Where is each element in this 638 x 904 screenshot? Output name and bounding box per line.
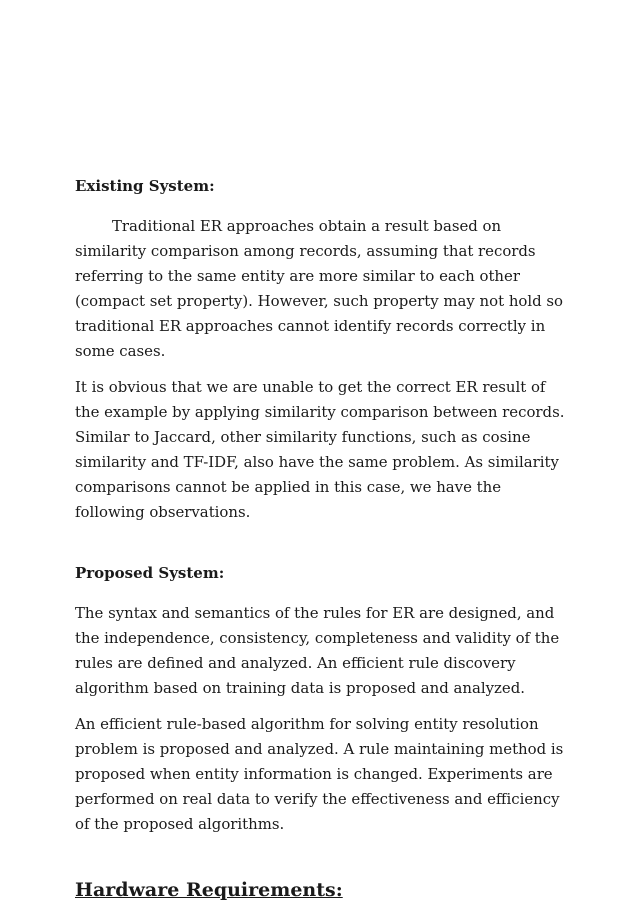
proposed-system-heading: Proposed System: xyxy=(75,564,225,582)
document-body xyxy=(75,176,565,904)
existing-system-paragraph-1: Traditional ER approaches obtain a result based on similarity comparison among records, assuming that records referring to the same entity are more similar to each other (compact set property). However, such property may not hold so traditional ER approaches cannot identify records correctly in some cases. xyxy=(75,217,564,360)
existing-system-paragraph-2: It is obvious that we are unable to get the correct ER result of the example by applying similarity comparison between records. Similar to Jaccard, other similarity functions, such as cosine similarity and TF-IDF, also have the same problem. As similarity comparisons cannot be applied in this case, we have the following observations. xyxy=(75,378,565,521)
hardware-requirements-heading: Hardware Requirements: xyxy=(75,879,343,901)
proposed-system-paragraph-1: The syntax and semantics of the rules for ER are designed, and the independence, consistency, completeness and validity of the rules are defined and analyzed. An efficient rule discovery algorithm based on training data is proposed and analyzed. xyxy=(75,604,560,697)
existing-system-section xyxy=(75,176,565,525)
hardware-requirements-section xyxy=(75,877,565,904)
existing-system-heading: Existing System: xyxy=(75,177,215,195)
proposed-system-paragraph-2: An efficient rule-based algorithm for solving entity resolution problem is proposed and analyzed. A rule maintaining method is proposed when entity information is changed. Experiments are performed on real data to verify the effectiveness and efficiency of the proposed algorithms. xyxy=(75,715,564,833)
proposed-system-section xyxy=(75,563,565,837)
